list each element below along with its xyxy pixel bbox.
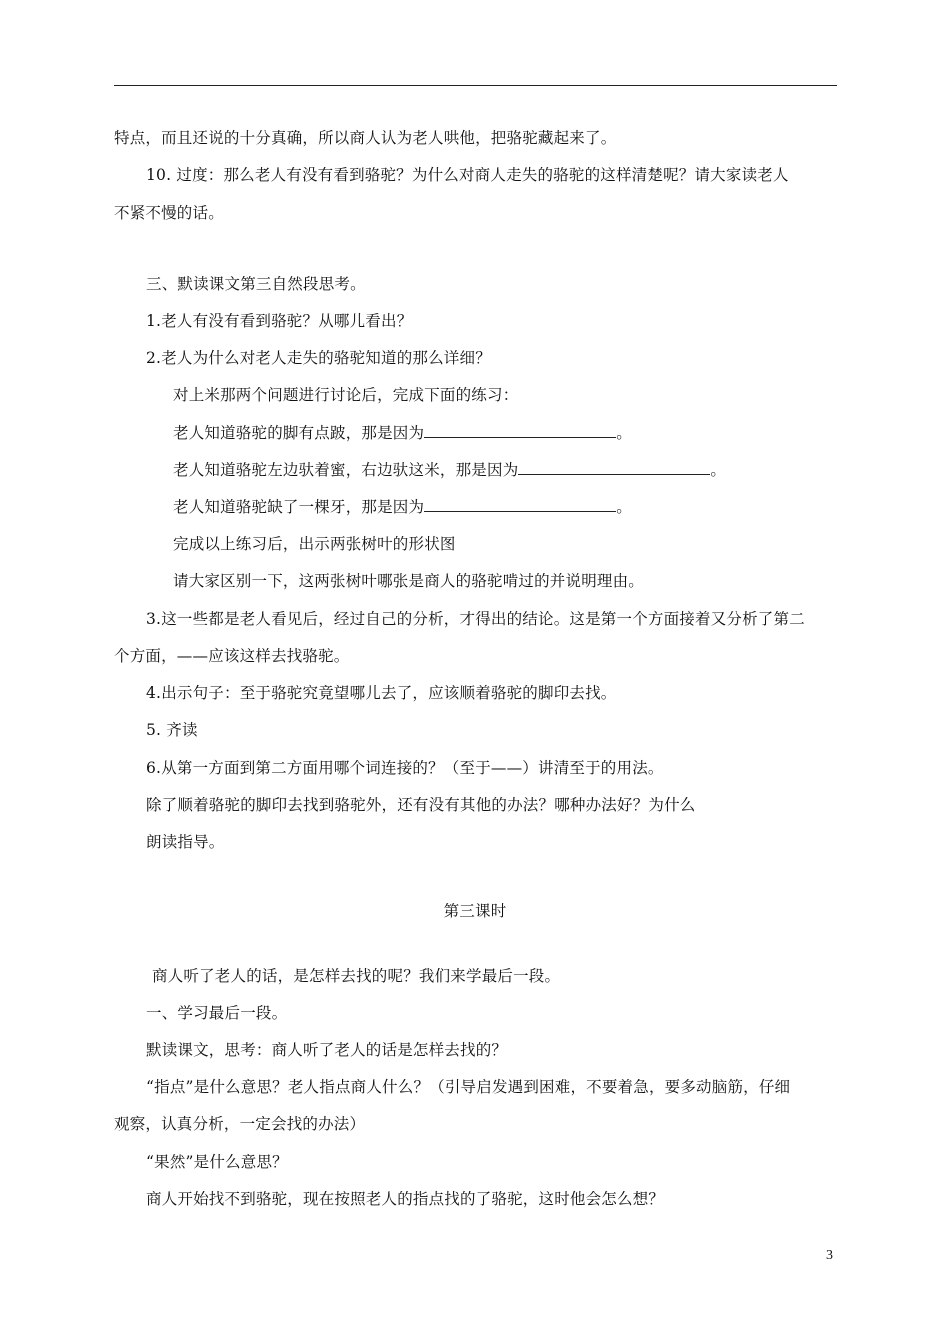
text-line: 商人听了老人的话，是怎样去找的呢？我们来学最后一段。 [152,967,561,985]
lesson-heading: 第三课时 [443,902,507,920]
exercise-line [173,460,726,480]
text-line: 对上米那两个问题进行讨论后，完成下面的练习： [173,386,519,404]
question-item: 1.老人有没有看到骆驼？从哪儿看出？ [146,312,413,330]
text-line: 特点，而且还说的十分真确，所以商人认为老人哄他，把骆驼藏起来了。 [114,129,617,147]
text-line: 默读课文，思考：商人听了老人的话是怎样去找的？ [146,1041,508,1059]
text-line: 10. 过度：那么老人有没有看到骆驼？为什么对商人走失的骆驼的这样清楚呢？请大家读老人 [146,166,789,184]
exercise-end: 。 [616,498,632,516]
answer-blank[interactable] [424,423,616,438]
exercise-end: 。 [710,461,727,479]
text-line: 朗读指导。 [146,833,225,851]
text-line: “果然”是什么意思？ [146,1153,288,1171]
text-line: 请大家区别一下，这两张树叶哪张是商人的骆驼啃过的并说明理由。 [173,572,645,590]
exercise-prompt: 老人知道骆驼缺了一棵牙，那是因为 [173,498,425,516]
text-line: 完成以上练习后，出示两张树叶的形状图 [173,535,456,553]
text-line: 4.出示句子：至于骆驼究竟望哪儿去了，应该顺着骆驼的脚印去找。 [146,684,617,702]
text-line: 3.这一些都是老人看见后，经过自己的分析，才得出的结论。这是第一个方面接着又分析了第二 [146,610,805,628]
text-line: 6.从第一方面到第二方面用哪个词连接的？（至于——）讲清至于的用法。 [146,759,664,777]
section-heading: 一、学习最后一段。 [146,1004,288,1022]
text-line: “指点”是什么意思？老人指点商人什么？（引导启发遇到困难，不要着急，要多动脑筋，仔细 [146,1078,791,1096]
exercise-prompt: 老人知道骆驼左边驮着蜜，右边驮这米，那是因为 [173,461,519,479]
text-line: 商人开始找不到骆驼，现在按照老人的指点找的了骆驼，这时他会怎么想？ [146,1190,665,1208]
answer-blank[interactable] [518,460,710,475]
section-heading: 三、默读课文第三自然段思考。 [146,275,366,293]
exercise-prompt: 老人知道骆驼的脚有点跛，那是因为 [173,424,425,442]
text-line: 观察，认真分析，一定会找的办法） [114,1115,366,1133]
text-line: 个方面，——应该这样去找骆驼。 [114,647,350,665]
text-line: 不紧不慢的话。 [114,204,224,222]
exercise-line [173,423,632,443]
header-rule [114,85,837,86]
exercise-line [173,497,632,517]
exercise-end: 。 [616,424,632,442]
answer-blank[interactable] [424,497,616,512]
text-line: 5. 齐读 [146,721,198,739]
text-line: 除了顺着骆驼的脚印去找到骆驼外，还有没有其他的办法？哪种办法好？为什么 [146,796,696,814]
question-item: 2.老人为什么对老人走失的骆驼知道的那么详细？ [146,349,491,367]
page-number: 3 [826,1248,833,1263]
